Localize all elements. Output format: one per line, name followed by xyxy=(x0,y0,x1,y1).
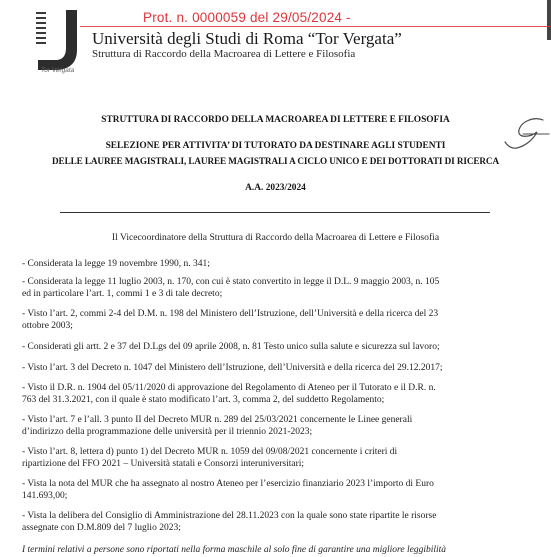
university-logo-icon xyxy=(36,10,80,72)
scan-edge xyxy=(547,0,551,40)
consideration-line: - Visto l’art. 3 del Decreto n. 1047 del Ministero dell’Istruzione, dell’Università e della ricerca del 29.12.2017; xyxy=(22,363,443,373)
consideration-line: - Vista la nota del MUR che ha assegnato al nostro Ateneo per l’esercizio finanziario 2023 l’importo di Euro xyxy=(22,479,434,489)
title-line-3: DELLE LAUREE MAGISTRALI, LAUREE MAGISTRALI A CICLO UNICO E DEI DOTTORATI DI RICERCA xyxy=(52,156,499,166)
consideration-line: - Considerata la legge 19 novembre 1990, n. 341; xyxy=(22,259,210,269)
logo-caption: Tor Vergata xyxy=(40,67,75,74)
consideration-item xyxy=(22,308,531,332)
consideration-item xyxy=(22,382,531,406)
protocol-stamp: Prot. n. 0000059 del 29/05/2024 - xyxy=(143,10,351,25)
structure-name: Struttura di Raccordo della Macroarea di Lettere e Filosofia xyxy=(92,48,356,60)
consideration-item xyxy=(22,446,531,470)
academic-year: A.A. 2023/2024 xyxy=(245,183,306,193)
consideration-item xyxy=(22,258,531,270)
consideration-line: - Visto l’art. 7 e l’all. 3 punto II del Decreto MUR n. 289 del 25/03/2021 concernente le Linee generali xyxy=(22,415,413,425)
title-line-1: STRUTTURA DI RACCORDO DELLA MACROAREA DI LETTERE E FILOSOFIA xyxy=(101,115,450,125)
consideration-line: assegnate con D.M.809 del 7 luglio 2023; xyxy=(22,523,181,533)
consideration-line: 763 del 31.3.2021, con il quale è stato modificato l’art. 3, comma 2, del suddetto Regolamento; xyxy=(22,395,385,405)
consideration-line: ottobre 2003; xyxy=(22,321,73,331)
consideration-item xyxy=(22,510,531,534)
consideration-line: ed in particolare l’art. 1, commi 1 e 3 di tale decreto; xyxy=(22,289,223,299)
consideration-item xyxy=(22,414,531,438)
consideration-line: - Considerati gli artt. 2 e 37 del D.Lgs del 09 aprile 2008, n. 81 Testo unico sulla salute e sicurezza sul lavoro; xyxy=(22,342,440,352)
consideration-line: d’indirizzo della programmazione delle università per il triennio 2021-2023; xyxy=(22,427,313,437)
university-name: Università degli Studi di Roma “Tor Vergata” xyxy=(92,29,402,48)
footnote: I termini relativi a persone sono riportati nella forma maschile al solo fine di garantire una migliore leggibilità xyxy=(22,545,447,555)
consideration-line: 141.693,00; xyxy=(22,491,68,501)
consideration-item xyxy=(22,276,531,300)
consideration-item xyxy=(22,478,531,502)
consideration-line: - Visto l’art. 2, commi 2-4 del D.M. n. 198 del Ministero dell’Istruzione, dell’Università e della ricerca del 23 xyxy=(22,309,439,319)
consideration-item xyxy=(22,362,531,374)
stamp-underline xyxy=(60,26,551,27)
divider xyxy=(60,212,490,213)
consideration-line: - Visto l’art. 8, lettera d) punto 1) del Decreto MUR n. 1059 del 09/08/2021 concernente i criteri di xyxy=(22,447,398,457)
consideration-line: ripartizione del FFO 2021 – Università statali e Consorzi interuniversitari; xyxy=(22,459,305,469)
consideration-line: - Visto il D.R. n. 1904 del 05/11/2020 di approvazione del Regolamento di Ateneo per il Tutorato e il D.R. n. xyxy=(22,383,436,393)
title-line-2: SELEZIONE PER ATTIVITA’ DI TUTORATO DA DESTINARE AGLI STUDENTI xyxy=(105,141,446,151)
consideration-line: - Vista la delibera del Consiglio di Amministrazione del 28.11.2023 con la quale sono state ripartite le risorse xyxy=(22,511,437,521)
consideration-line: - Considerata la legge 11 luglio 2003, n. 170, con cui è stato convertito in legge il D.L. 9 maggio 2003, n. 105 xyxy=(22,277,440,287)
intro-statement: Il Vicecoordinatore della Struttura di Raccordo della Macroarea di Lettere e Filosofia xyxy=(111,232,440,243)
consideration-item xyxy=(22,341,531,353)
